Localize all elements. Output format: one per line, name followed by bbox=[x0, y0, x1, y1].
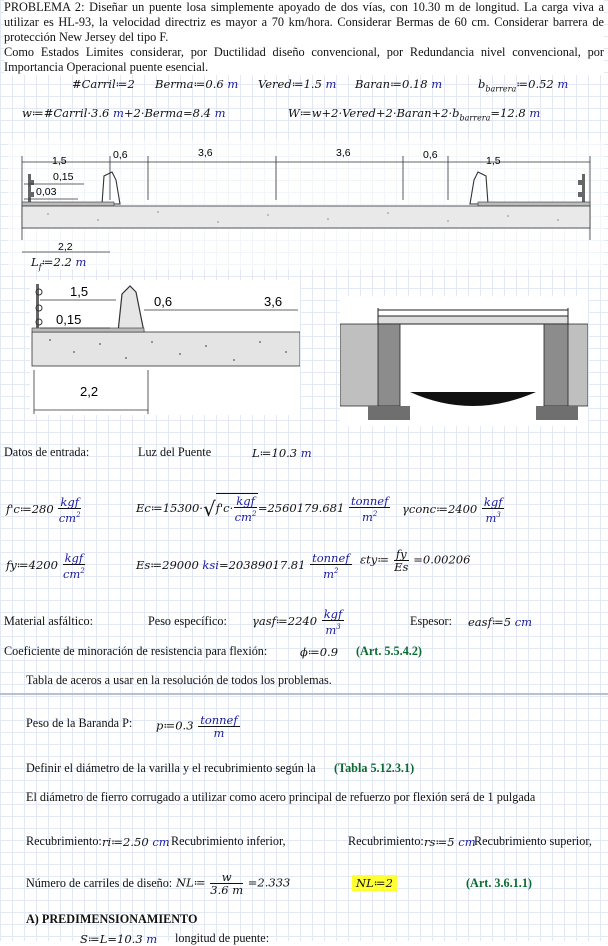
dim-label: 0,6 bbox=[113, 149, 128, 161]
baranda-label: Peso de la Baranda P: bbox=[26, 716, 133, 730]
fy-expression[interactable]: fy≔4200 $\frac{\text{kgf}}{cm^2}$ bbox=[6, 551, 85, 581]
width-w-expression[interactable]: w≔#Carril·3.6 m+2·Berma=8.4 m bbox=[22, 106, 226, 120]
recub-inferior-text: Recubrimiento inferior, bbox=[171, 834, 286, 848]
tabla-aceros-label: Tabla de aceros a usar en la resolución de todos los problemas. bbox=[26, 673, 332, 687]
fc-expression[interactable]: f'c≔280 $\frac{\text{kgf}}{cm^2}$ bbox=[6, 495, 81, 525]
lf-expression[interactable]: $L_f≔2.2$ m bbox=[31, 255, 87, 272]
diametro-text: Definir el diámetro de la varilla y el recubrimiento según la bbox=[26, 761, 316, 775]
rs-expression[interactable]: rs≔5 cm bbox=[424, 835, 476, 849]
diametro-line2: El diámetro de fierro corrugado a utilizar como acero principal de refuerzo por flexión será de 1 pulgada bbox=[26, 790, 536, 804]
ety-expression[interactable]: εty≔ $\frac{fy}{Es}$ =0.00206 bbox=[360, 547, 471, 574]
s-expression[interactable]: S≔L=10.3 m bbox=[80, 932, 158, 946]
tabla-5-12-3-1: (Tabla 5.12.3.1) bbox=[334, 761, 415, 775]
param-baran[interactable]: Baran≔0.18 m bbox=[355, 77, 443, 91]
dim-label: 3,6 bbox=[264, 294, 283, 309]
gamma-asf-expression[interactable]: γasf≔2240 $\frac{\text{kgf}}{m^3}$ bbox=[252, 607, 343, 637]
espesor-label: Espesor: bbox=[410, 614, 452, 628]
es-expression[interactable]: Es≔29000 ksi=20389017.81 $\frac{\text{tonnef}}{m^2}$ bbox=[136, 551, 350, 581]
cross-section-figure bbox=[8, 140, 604, 270]
recub-inferior-label: Recubrimiento: bbox=[26, 834, 102, 848]
dim-label: 0,6 bbox=[423, 149, 438, 161]
dim-label: 1,5 bbox=[52, 155, 67, 167]
recub-superior-text: Recubrimiento superior, bbox=[474, 834, 592, 848]
coef-label: Coeficiente de minoración de resistencia para flexión: bbox=[4, 644, 268, 658]
param-barrera[interactable]: $b_{barrera}≔0.52$ m bbox=[478, 77, 569, 94]
dim-label: 3,6 bbox=[198, 147, 213, 159]
phi-expression[interactable]: ϕ≔0.9 bbox=[300, 645, 339, 659]
s-label: longitud de puente: bbox=[175, 931, 270, 945]
dim-label: 0,15 bbox=[56, 312, 82, 327]
problem-paragraph-1: PROBLEMA 2: Diseñar un puente losa simplemente apoyado de dos vías, con 10.30 m de longitud. La carga viva a utilizar es HL-93, la velocidad directriz es mayor a 70 km/hora. Considerar Bermas de 60 cm. Considerar barrera de protección New Jersey del tipo F. bbox=[4, 0, 604, 44]
param-carril[interactable]: #Carril≔2 bbox=[72, 77, 135, 91]
dim-label: 1,5 bbox=[486, 155, 501, 167]
nl-expression[interactable]: NL≔ $\frac{w}{3.6 m}$ =2.333 bbox=[176, 870, 291, 897]
nl-result-highlight[interactable]: NL≔2 bbox=[352, 875, 397, 891]
section-divider bbox=[0, 693, 608, 695]
dim-label: 3,6 bbox=[336, 147, 351, 159]
dim-label: 0,6 bbox=[154, 294, 173, 309]
param-vered[interactable]: Vered≔1.5 m bbox=[258, 77, 337, 91]
material-label: Material asfáltico: bbox=[4, 614, 93, 628]
gamma-conc-expression[interactable]: γconc≔2400 $\frac{\text{kgf}}{m^3}$ bbox=[402, 495, 503, 525]
bridge-elevation-figure bbox=[340, 296, 588, 426]
carriles-label: Número de carriles de diseño: bbox=[26, 876, 173, 890]
problem-paragraph-2: Como Estados Limites considerar, por Ductilidad diseño convencional, por Redundancia nivel convencional, por Importancia Operacional puente esencial. bbox=[4, 45, 604, 74]
dim-label: 0,03 bbox=[36, 186, 57, 198]
luz-label: Luz del Puente bbox=[138, 445, 212, 459]
peso-especifico-label: Peso específico: bbox=[148, 614, 227, 628]
dim-label: 1,5 bbox=[70, 284, 89, 299]
baranda-expression[interactable]: p≔0.3 $\frac{\text{tonnef}}{m}$ bbox=[156, 713, 238, 740]
detail-figure bbox=[30, 280, 300, 415]
art-5-5-4-2: (Art. 5.5.4.2) bbox=[356, 644, 422, 658]
espesor-expression[interactable]: easf≔5 cm bbox=[468, 615, 533, 629]
param-berma[interactable]: Berma≔0.6 m bbox=[155, 77, 239, 91]
dim-label: 2,2 bbox=[58, 241, 73, 253]
ec-expression[interactable]: Ec≔15300·√f'c· $\frac{\text{kgf}}{cm^2}$ =2560179.681 $\frac{\text{tonnef}}{m^2}$ bbox=[136, 494, 389, 524]
art-3-6-1-1: (Art. 3.6.1.1) bbox=[466, 876, 532, 890]
recub-superior-label: Recubrimiento: bbox=[348, 834, 424, 848]
datos-label: Datos de entrada: bbox=[4, 445, 90, 459]
width-W-expression[interactable]: $W≔w+2\cdot Vered+2\cdot Baran+2\cdot b_{barrera}=12.8$ m bbox=[288, 106, 541, 123]
predim-heading: A) PREDIMENSIONAMIENTO bbox=[26, 912, 198, 926]
dim-label: 0,15 bbox=[53, 171, 74, 183]
problem-statement bbox=[4, 0, 604, 75]
dim-label: 2,2 bbox=[80, 384, 99, 399]
luz-expression[interactable]: L≔10.3 m bbox=[252, 446, 312, 460]
ri-expression[interactable]: ri≔2.50 cm bbox=[102, 835, 170, 849]
